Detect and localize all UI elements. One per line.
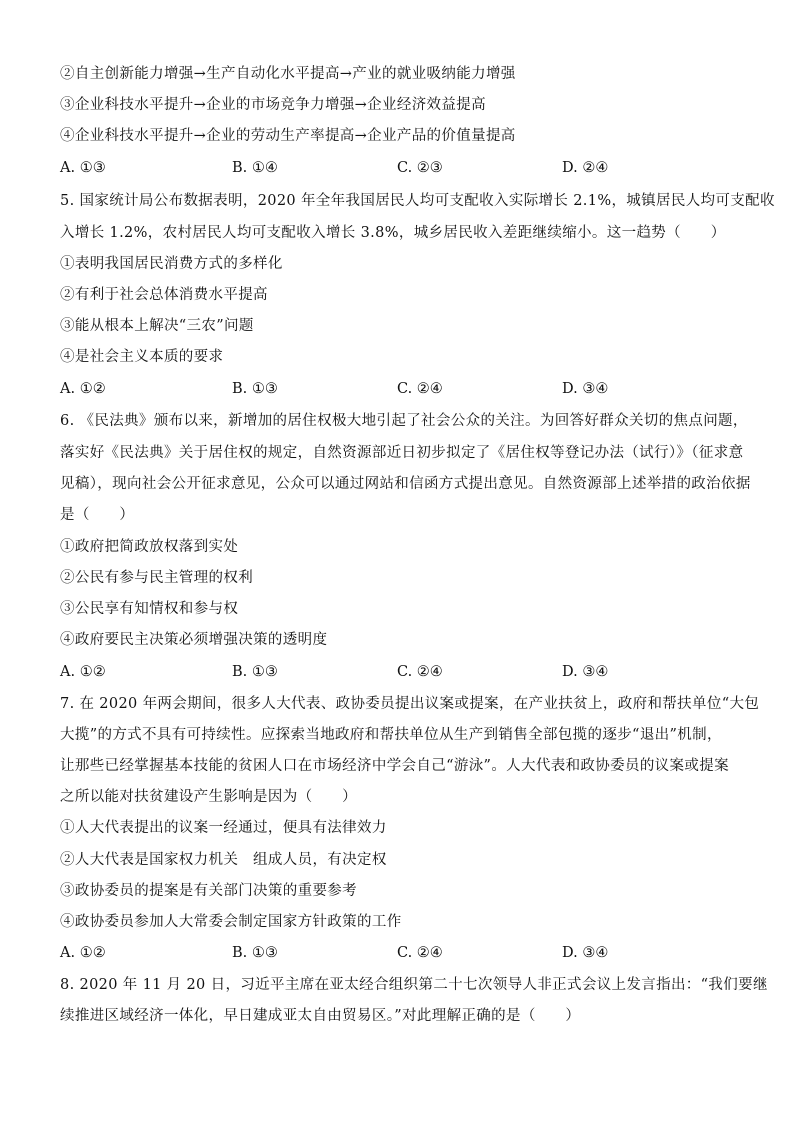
- q4-choice-c: C. ②③: [397, 160, 443, 176]
- q7-choice-d: D. ③④: [562, 945, 609, 961]
- q8-stem-line-2: 续推进区域经济一体化，早日建成亚太自由贸易区。”对此理解正确的是（ ）: [60, 1008, 581, 1024]
- q5-choices: [60, 379, 740, 399]
- q6-stem-line-1: 6. 《民法典》颁布以来，新增加的居住权极大地引起了社会公众的关注。为回答好群众关切的焦点问题，: [60, 413, 748, 429]
- q7-choice-b: B. ①③: [232, 945, 278, 961]
- q5-option-1: ①表明我国居民消费方式的多样化: [60, 256, 283, 272]
- q5-option-3: ③能从根本上解决“三农”问题: [60, 318, 254, 334]
- q5-stem-line-2: 入增长 1.2%，农村居民人均可支配收入增长 3.8%，城乡居民收入差距继续缩小。这一趋势（ ）: [60, 225, 726, 241]
- q7-option-3: ③政协委员的提案是有关部门决策的重要参考: [60, 883, 357, 899]
- q7-option-2: ②人大代表是国家权力机关 组成人员，有决定权: [60, 852, 387, 868]
- q7-stem-line-4: 之所以能对扶贫建设产生影响是因为（ ）: [60, 789, 357, 805]
- q6-option-4: ④政府要民主决策必须增强决策的透明度: [60, 632, 328, 648]
- q5-choice-d: D. ③④: [562, 381, 609, 397]
- q6-choice-c: C. ②④: [397, 664, 443, 680]
- q4-choices: [60, 158, 740, 178]
- q4-option-2: ②自主创新能力增强→生产自动化水平提高→产业的就业吸纳能力增强: [60, 66, 516, 82]
- q7-choice-c: C. ②④: [397, 945, 443, 961]
- q7-choice-a: A. ①②: [60, 945, 106, 961]
- q6-stem-line-2: 落实好《民法典》关于居住权的规定，自然资源部近日初步拟定了《居住权等登记办法（试行）》（征求意: [60, 445, 744, 461]
- q5-option-4: ④是社会主义本质的要求: [60, 349, 224, 365]
- q7-option-1: ①人大代表提出的议案一经通过，便具有法律效力: [60, 820, 387, 836]
- q4-choice-d: D. ②④: [562, 160, 609, 176]
- q6-option-2: ②公民有参与民主管理的权利: [60, 570, 254, 586]
- q8-stem-line-1: 8. 2020 年 11 月 20 日，习近平主席在亚太经合组织第二十七次领导人非正式会议上发言指出：“我们要继: [60, 977, 768, 993]
- q6-choice-d: D. ③④: [562, 664, 609, 680]
- q6-option-1: ①政府把简政放权落到实处: [60, 539, 239, 555]
- q6-choice-b: B. ①③: [232, 664, 278, 680]
- q5-choice-a: A. ①②: [60, 381, 106, 397]
- q6-option-3: ③公民享有知情权和参与权: [60, 601, 239, 617]
- q5-stem-line-1: 5. 国家统计局公布数据表明，2020 年全年我国居民人均可支配收入实际增长 2.1%，城镇居民人均可支配收: [60, 193, 775, 209]
- q6-stem-line-3: 见稿），现向社会公开征求意见，公众可以通过网站和信函方式提出意见。自然资源部上述举措的政治依据: [60, 476, 751, 492]
- q6-choice-a: A. ①②: [60, 664, 106, 680]
- q7-option-4: ④政协委员参加人大常委会制定国家方针政策的工作: [60, 914, 402, 930]
- q7-stem-line-1: 7. 在 2020 年两会期间，很多人大代表、政协委员提出议案或提案，在产业扶贫上，政府和帮扶单位“大包: [60, 696, 760, 712]
- q4-choice-b: B. ①④: [232, 160, 278, 176]
- q7-stem-line-3: 让那些已经掌握基本技能的贫困人口在市场经济中学会自己“游泳”。人大代表和政协委员的议案或提案: [60, 758, 729, 774]
- q4-choice-a: A. ①③: [60, 160, 106, 176]
- q6-stem-line-4: 是（ ）: [60, 507, 135, 523]
- q7-choices: [60, 943, 740, 963]
- q5-choice-c: C. ②④: [397, 381, 443, 397]
- q5-option-2: ②有利于社会总体消费水平提高: [60, 287, 268, 303]
- q4-option-3: ③企业科技水平提升→企业的市场竞争力增强→企业经济效益提高: [60, 97, 486, 113]
- q7-stem-line-2: 大揽”的方式不具有可持续性。应探索当地政府和帮扶单位从生产到销售全部包揽的逐步“退出”机制，: [60, 727, 722, 743]
- q5-choice-b: B. ①③: [232, 381, 278, 397]
- q6-choices: [60, 662, 740, 682]
- q4-option-4: ④企业科技水平提升→企业的劳动生产率提高→企业产品的价值量提高: [60, 128, 516, 144]
